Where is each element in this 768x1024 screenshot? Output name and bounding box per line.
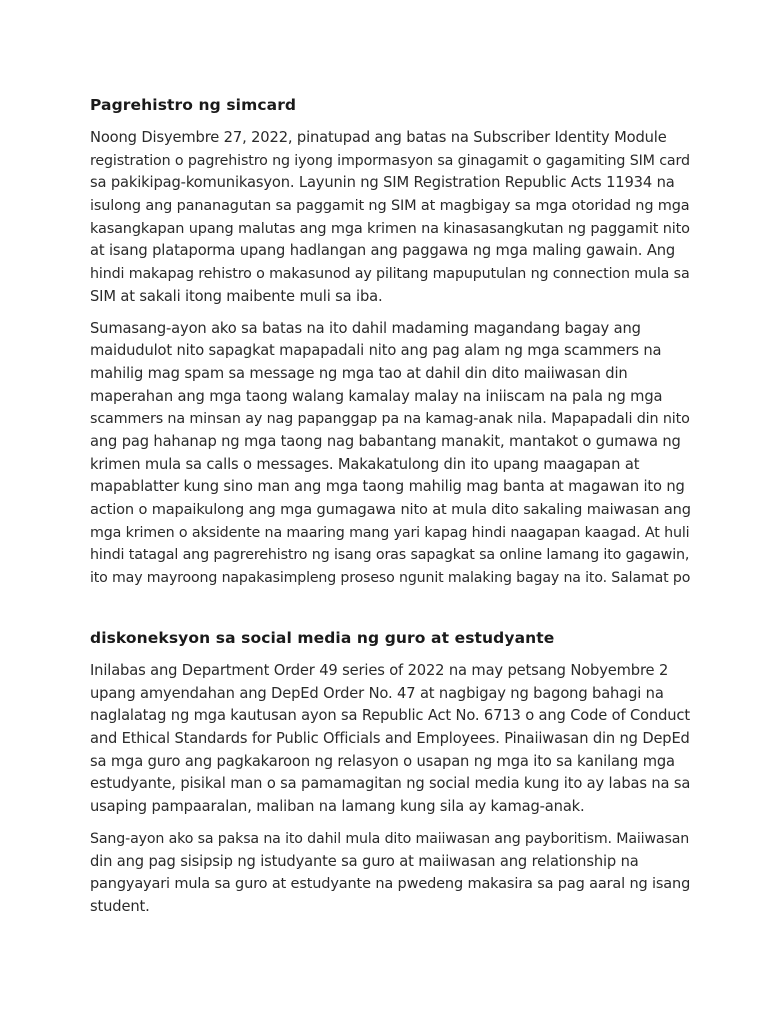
section-social-media-disconnection [90,627,690,919]
text-line: scammers na minsan ay nag papanggap pa na kamag-anak nila. Mapapadali din nito [90,411,690,428]
text-line: Inilabas ang Department Order 49 series of 2022 na may petsang Nobyembre 2 [90,662,669,679]
text-line: student. [90,897,150,915]
text-line: and Ethical Standards for Public Officials and Employees. Pinaiiwasan din ng DepEd [90,730,690,748]
paragraph [90,828,690,919]
text-line: naglalatag ng mga kautusan ayon sa Republic Act No. 6713 o ang Code of Conduct [90,707,690,725]
paragraph [90,318,690,590]
text-line: ang pag hahanap ng mga taong nag babantang manakit, mantakot o gumawa ng [90,432,681,450]
text-line: hindi makapag rehistro o makasunod ay pilitang mapuputulan ng connection mula sa [90,266,690,283]
text-line: action o mapaikulong ang mga gumagawa nito at mula dito sakaling maiwasan ang [90,501,691,518]
text-line: hindi tatagal ang pagrerehistro ng isang oras sapagkat sa online lamang ito gagawin, [90,547,690,564]
text-line: Sumasang-ayon ako sa batas na ito dahil madaming magandang bagay ang [90,319,641,337]
text-line: krimen mula sa calls o messages. Makakatulong din ito upang maagapan at [90,455,640,473]
text-line: usaping pampaaralan, maliban na lamang kung sila ay kamag-anak. [90,798,585,816]
text-line: mahilig mag spam sa message ng mga tao at dahil din dito maiiwasan din [90,364,628,382]
text-line: mapablatter kung sino man ang mga taong mahilig mag banta at magawan ito ng [90,478,685,496]
text-line: sa mga guro ang pagkakaroon ng relasyon o usapan ng mga ito sa kanilang mga [90,752,675,770]
text-line: maidudulot nito sapagkat mapapadali nito ang pag alam ng mga scammers na [90,342,662,360]
text-line: Sang-ayon ako sa paksa na ito dahil mula dito maiiwasan ang payboritism. Maiiwasan [90,830,690,847]
text-line: SIM at sakali itong maibente muli sa iba. [90,287,383,305]
paragraph [90,660,690,819]
text-line: Noong Disyembre 27, 2022, pinatupad ang batas na Subscriber Identity Module [90,129,667,146]
text-line: kasangkapan upang malutas ang mga krimen na kinasasangkutan ng paggamit nito [90,220,690,237]
section-sim-registration [90,94,690,590]
text-line: upang amyendahan ang DepEd Order No. 47 at nagbigay ng bagong bahagi na [90,684,664,702]
text-line: maperahan ang mga taong walang kamalay malay na iniiscam na pala ng mga [90,387,663,405]
text-line: sa pakikipag-komunikasyon. Layunin ng SIM Registration Republic Acts 11934 na [90,174,675,192]
text-line: isulong ang pananagutan sa paggamit ng SIM at magbigay sa mga otoridad ng mga [90,198,690,215]
text-line: estudyante, pisikal man o sa pamamagitan ng social media kung ito ay labas na sa [90,775,691,793]
text-line: din ang pag sisipsip ng istudyante sa guro at maiiwasan ang relationship na [90,852,639,870]
text-line: at isang plataporma upang hadlangan ang paggawa ng mga maling gawain. Ang [90,242,676,260]
text-line: ito may mayroong napakasimpleng proseso ngunit malaking bagay na ito. Salamat po [90,570,691,587]
text-line: pangyayari mula sa guro at estudyante na pwedeng makasira sa pag aaral ng isang [90,876,691,893]
section-heading: diskoneksyon sa social media ng guro at estudyante [90,629,555,647]
paragraph [90,127,690,309]
text-line: registration o pagrehistro ng iyong impormasyon sa ginagamit o gagamiting SIM card [90,152,690,169]
section-heading: Pagrehistro ng simcard [90,96,297,114]
text-line: mga krimen o aksidente na maaring mang yari kapag hindi naagapan kaagad. At huli [90,524,690,541]
